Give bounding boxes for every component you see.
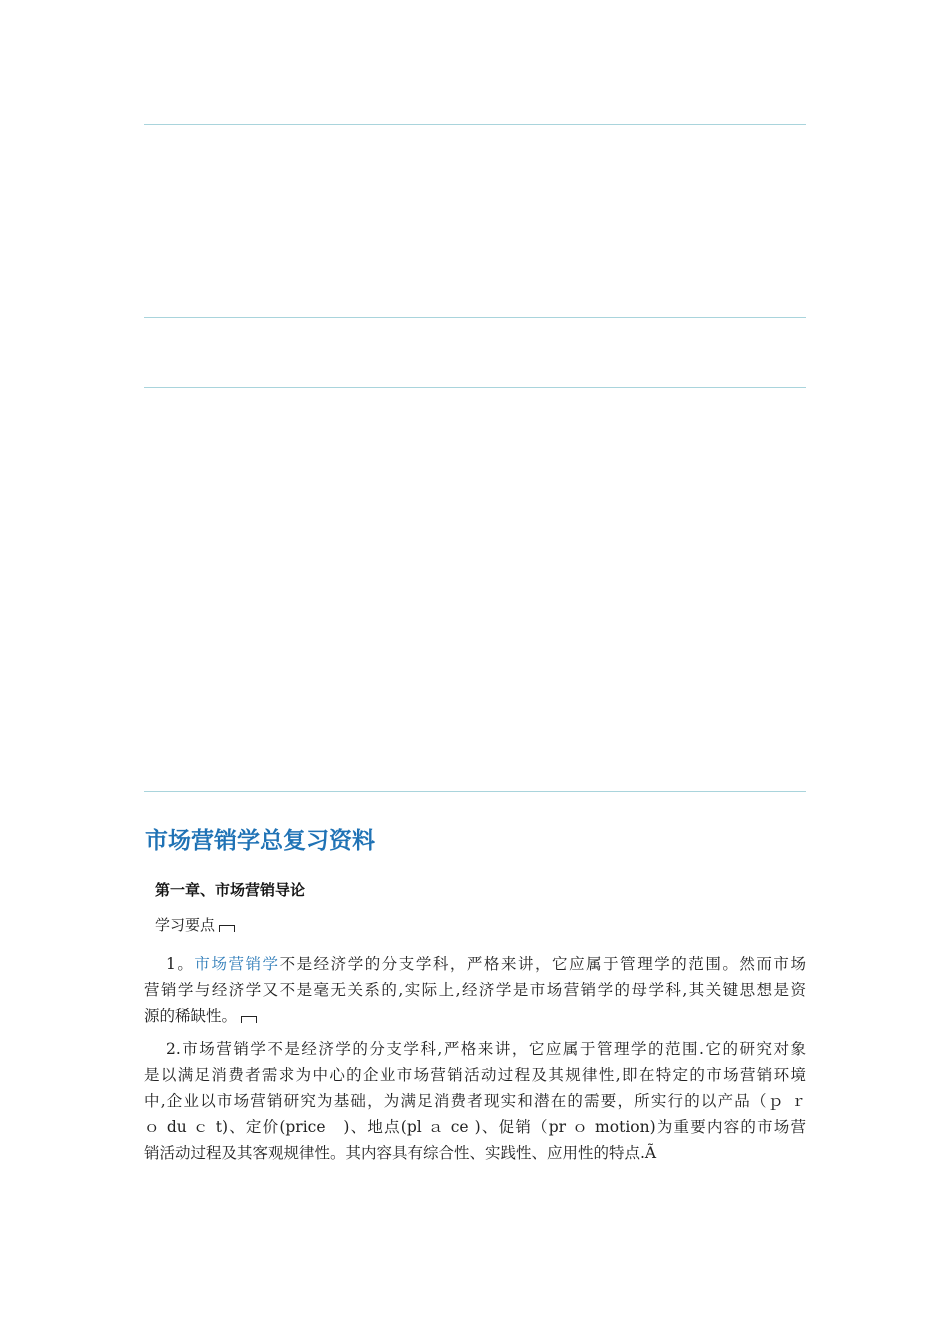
divider-line-2 <box>144 317 806 318</box>
paragraph-1 <box>144 951 806 1029</box>
paragraph-2-line-3: 中,企业以市场营销研究为基础，为满足消费者现实和潜在的需要，所实行的以产品（ｐ ｒ <box>144 1092 806 1110</box>
paragraph-1-number: 1。 <box>166 955 195 973</box>
paragraph-1-line-1-text: 不是经济学的分支学科，严格来讲，它应属于管理学的范围。然而市场 <box>279 955 806 973</box>
paragraph-1-line-2: 营销学与经济学又不是毫无关系的,实际上,经济学是市场营销学的母学科,其关键思想是资 <box>144 981 806 999</box>
study-points-label <box>155 914 235 935</box>
divider-line-3 <box>144 387 806 388</box>
study-points-text: 学习要点 <box>155 916 216 934</box>
paragraph-1-line-3 <box>144 1003 806 1029</box>
paragraph-1-line-1 <box>144 951 806 977</box>
paragraph-2-line-1: 2.市场营销学不是经济学的分支学科,严格来讲，它应属于管理学的范围.它的研究对象 <box>166 1040 806 1058</box>
paragraph-2-line-4: ｏ du ｃ t)、定价(price )、地点(pl ａ ce )、促销（pr ｏ motion)为重要内容的市场营 <box>144 1118 806 1136</box>
marketing-link[interactable]: 市场营销学 <box>194 955 280 973</box>
paragraph-2-line-5: 销活动过程及其客观规律性。其内容具有综合性、实践性、应用性的特点.Ã <box>144 1144 657 1162</box>
document-title: 市场营销学总复习资料 <box>145 828 375 854</box>
paragraph-mark-icon <box>241 1016 257 1023</box>
divider-line-4 <box>144 791 806 792</box>
paragraph-1-line-3-text: 源的稀缺性。 <box>144 1007 238 1025</box>
chapter-heading: 第一章、市场营销导论 <box>155 881 306 899</box>
paragraph-2 <box>144 1036 806 1166</box>
paragraph-2-line-2: 是以满足消费者需求为中心的企业市场营销活动过程及其规律性,即在特定的市场营销环境 <box>144 1066 806 1084</box>
divider-line-1 <box>144 124 806 125</box>
paragraph-mark-icon <box>219 925 235 932</box>
